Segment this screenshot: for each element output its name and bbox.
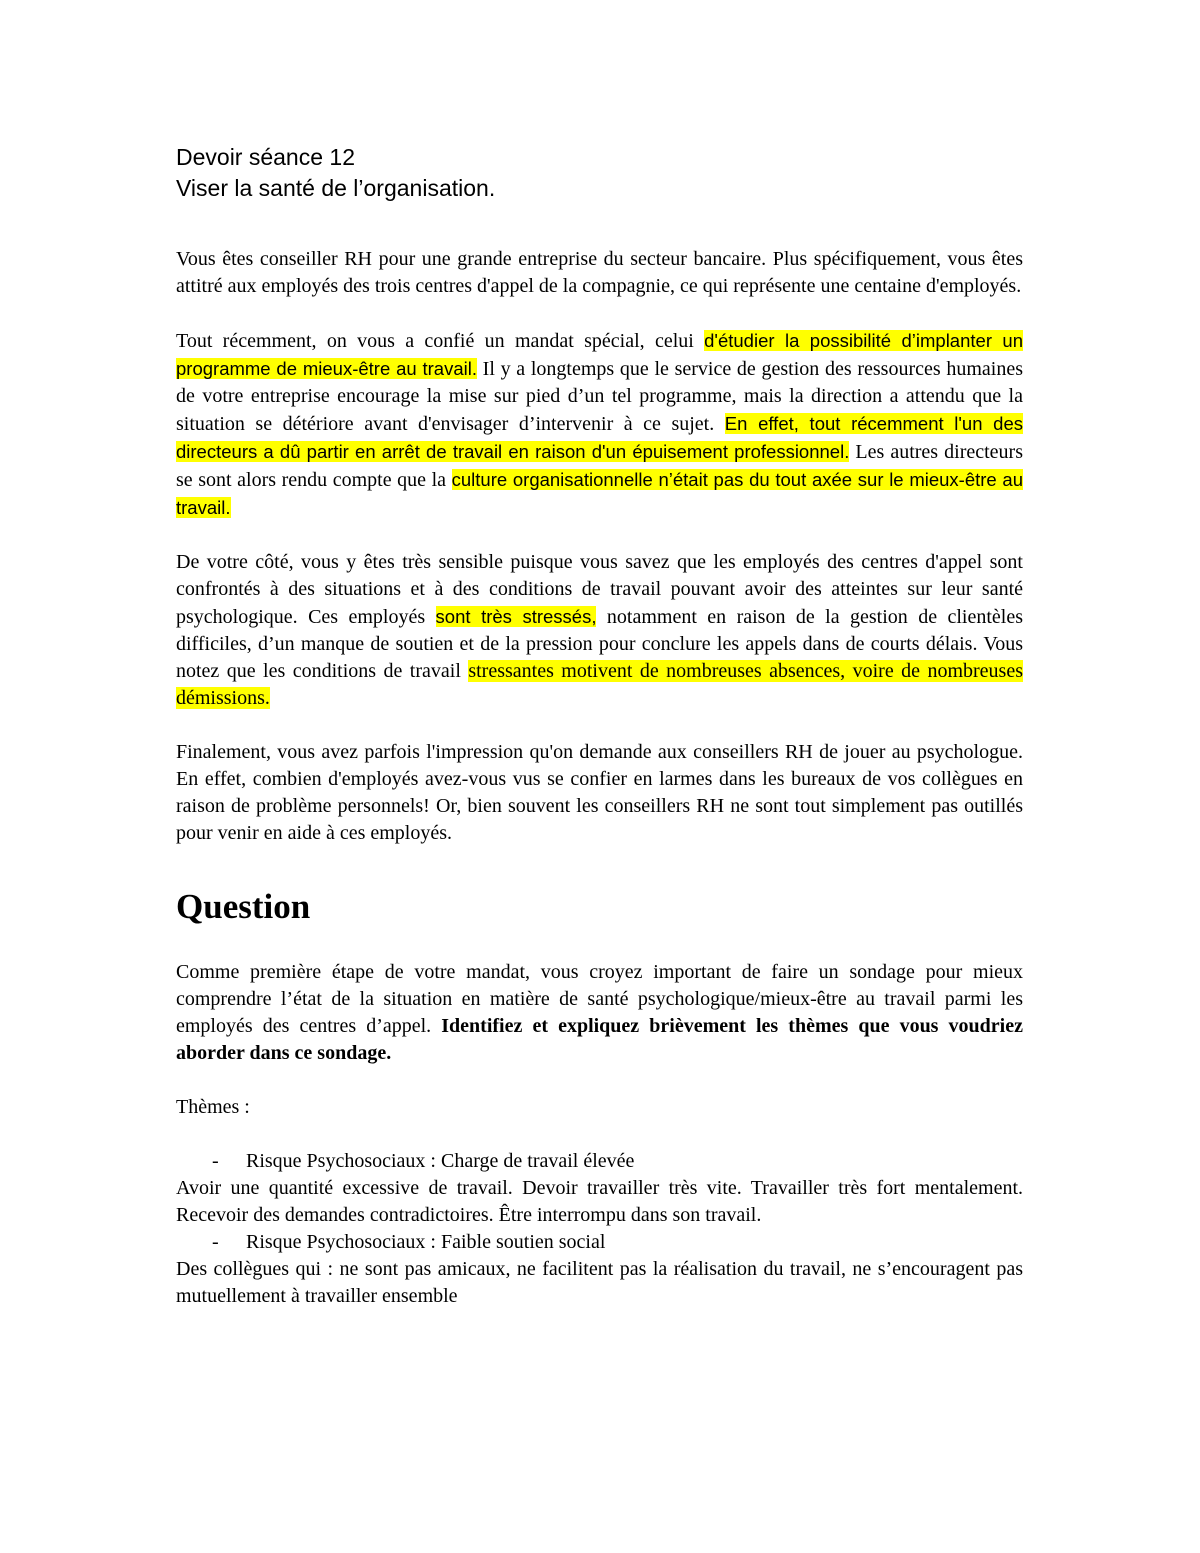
highlighted-text: stressantes motivent de nombreuses absences, voire de nombreuses démissions. xyxy=(176,660,1023,709)
text-run: Il y a longtemps que le service de gestion des ressources humaines de votre entreprise encourage la mise sur pied d’un tel programme, mais la direction a attendu que la situation se détériore avant d'envisager d’intervenir à ce sujet. xyxy=(176,358,1023,435)
bullet-dash: - xyxy=(212,1150,219,1172)
highlighted-text: culture organisationnelle n’était pas du tout axée sur le mieux-être au travail. xyxy=(176,469,1023,518)
bullet-dash: - xyxy=(212,1231,219,1253)
theme-title: Risque Psychosociaux : Charge de travail élevée xyxy=(246,1150,635,1172)
theme-title: Risque Psychosociaux : Faible soutien social xyxy=(246,1231,606,1253)
paragraph-psychologue: Finalement, vous avez parfois l'impression qu'on demande aux conseillers RH de jouer au psychologue. En effet, combien d'employés avez-vous vus se confier en larmes dans les bureaux de vos collègues en raison de problème personnels! Or, bien souvent les conseillers RH ne sont tout simplement pas outillés pour venir en aide à ces employés. xyxy=(176,741,1023,844)
highlighted-text: sont très stressés, xyxy=(435,606,597,627)
highlighted-text: En effet, tout récemment l'un des directeurs a dû partir en arrêt de travail en raison d'un épuisement professionnel. xyxy=(176,413,1024,462)
text-run: Les autres directeurs se sont alors rendu compte que la xyxy=(176,441,1023,491)
theme-bullet xyxy=(176,1148,1023,1175)
question-heading: Question xyxy=(176,887,311,926)
title-block xyxy=(176,142,1023,204)
paragraph-mandate xyxy=(176,327,1023,522)
question-instruction: Identifiez et expliquez brièvement les thèmes que vous voudriez aborder dans ce sondage. xyxy=(176,1015,1023,1064)
text-run: notamment en raison de la gestion de clientèles difficiles, d’un manque de soutien et de la pression pour conclure les appels dans de courts délais. Vous notez que les conditions de travail xyxy=(176,606,1023,682)
themes-label: Thèmes : xyxy=(176,1096,250,1118)
document-title: Devoir séance 12 xyxy=(176,144,355,170)
text-run: De votre côté, vous y êtes très sensible puisque vous savez que les employés des centres d'appel sont confrontés à des situations et à des conditions de travail pouvant avoir des atteintes sur leur santé psychologique. Ces employés xyxy=(176,551,1023,628)
document-content xyxy=(176,142,1023,1310)
text-run: Comme première étape de votre mandat, vous croyez important de faire un sondage pour mieux comprendre l’état de la situation en matière de santé psychologique/mieux-être au travail parmi les employés des centres d’appel. xyxy=(176,961,1023,1037)
question-text xyxy=(176,959,1023,1067)
text-run: Tout récemment, on vous a confié un mandat spécial, celui xyxy=(176,330,705,352)
theme-description: Avoir une quantité excessive de travail. Devoir travailler très vite. Travailler très fort mentalement. Recevoir des demandes contradictoires. Être interrompu dans son travail. xyxy=(176,1177,1023,1226)
theme-bullet xyxy=(176,1229,1023,1256)
highlighted-text: d'étudier la possibilité d’implanter un programme de mieux-être au travail. xyxy=(176,330,1023,379)
theme-description: Des collègues qui : ne sont pas amicaux, ne facilitent pas la réalisation du travail, ne s’encouragent pas mutuellement à travailler ensemble xyxy=(176,1258,1023,1307)
paragraph-context: Vous êtes conseiller RH pour une grande entreprise du secteur bancaire. Plus spécifiquement, vous êtes attitré aux employés des trois centres d'appel de la compagnie, ce qui représente une centaine d'employés. xyxy=(176,248,1023,297)
paragraph-stress xyxy=(176,549,1023,712)
document-subtitle: Viser la santé de l’organisation. xyxy=(176,175,496,201)
